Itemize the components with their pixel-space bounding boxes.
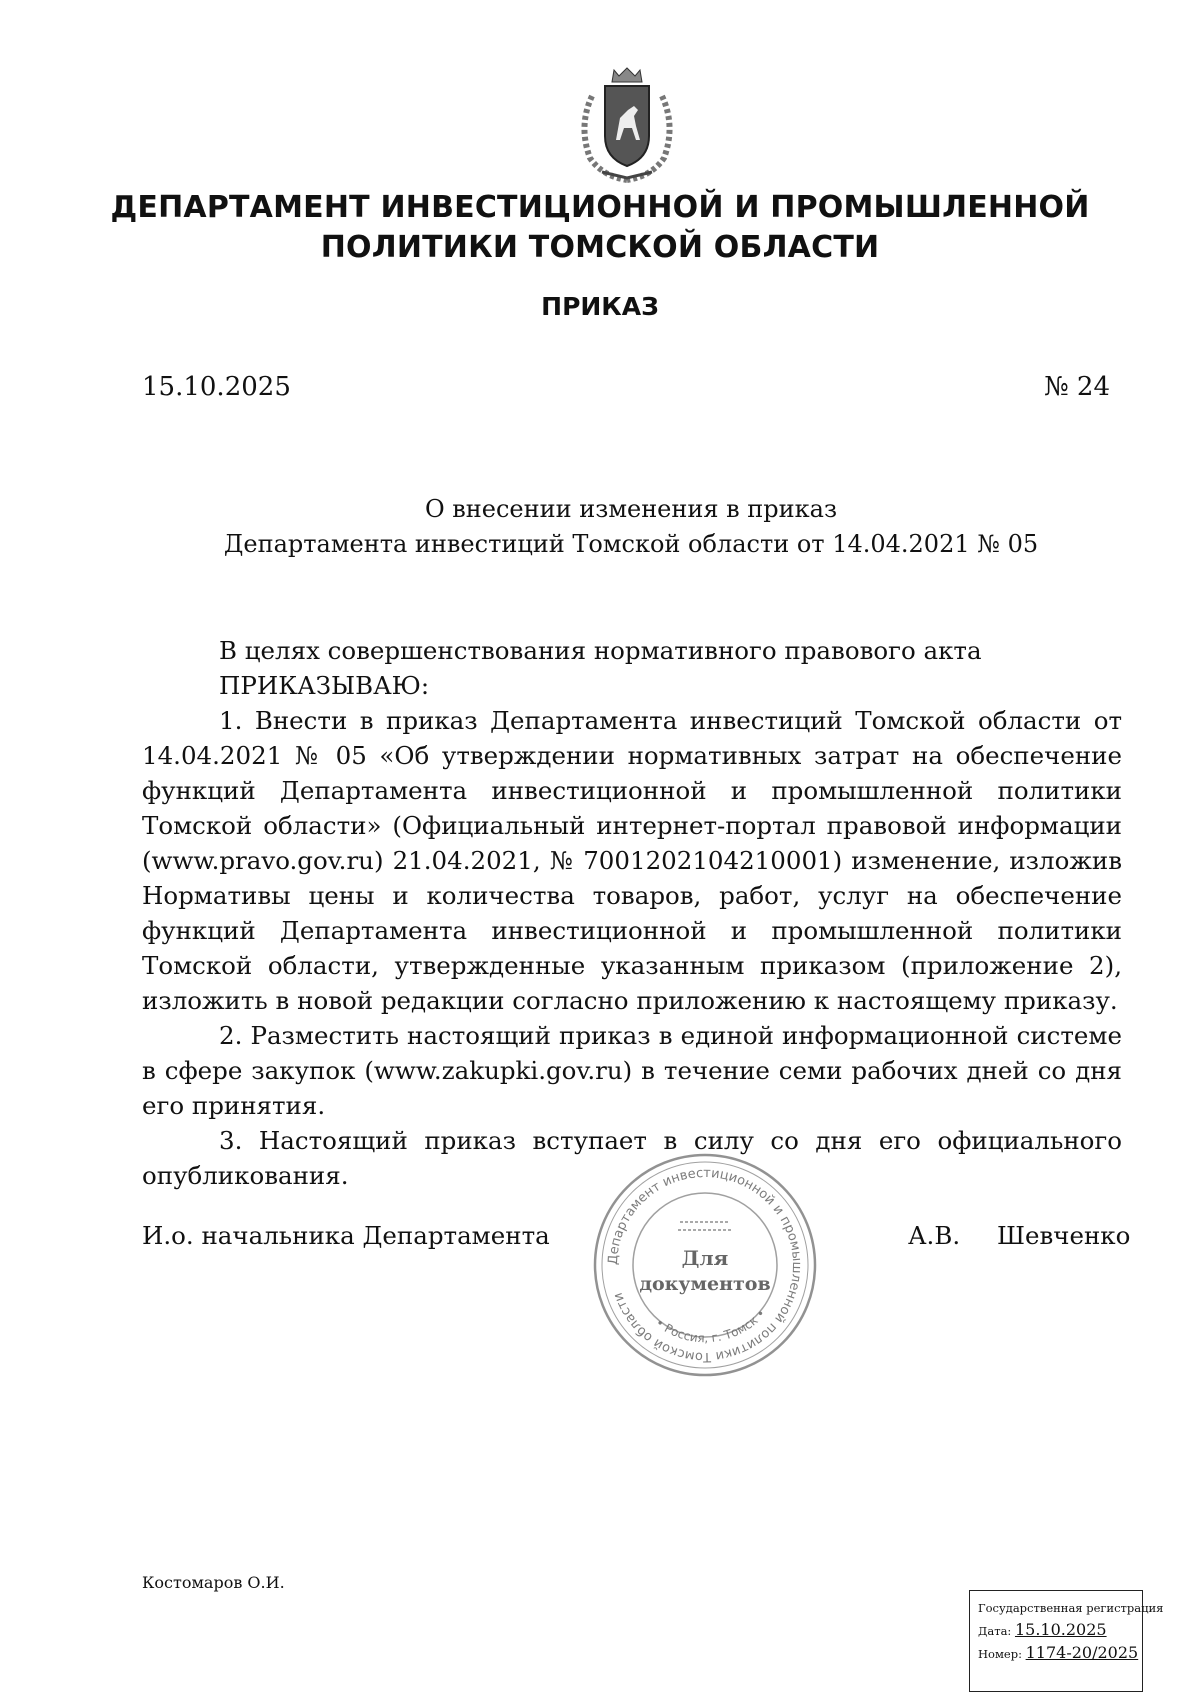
registration-title: Государственная регистрация — [978, 1601, 1164, 1615]
document-subject — [0, 492, 1200, 562]
order-word: ПРИКАЗЫВАЮ: — [219, 671, 430, 700]
department-name-line2: ПОЛИТИКИ ТОМСКОЙ ОБЛАСТИ — [320, 230, 880, 265]
coat-of-arms-icon — [572, 66, 682, 184]
stamp-bottom-text: • Россия, г. Томск • — [652, 1306, 769, 1346]
registration-date-row — [978, 1619, 1134, 1642]
document-body — [142, 633, 1122, 1193]
registration-number-row — [978, 1642, 1139, 1665]
order-item-1: 1. Внести в приказ Департамента инвестиций Томской области от 14.04.2021 № 05 «Об утверждении нормативных затрат на обеспечение функций Департамента инвестиционной и промышленной политики Томской области» (Официальный интернет-портал правовой информации (www.pravo.gov.ru) 21.04.2021, № 7001202104210001) изменение, изложив Нормативы цены и количества товаров, работ, услуг на обеспечение функций Департамента инвестиционной и промышленной политики Томской области, утвержденные указанным приказом (приложение 2), изложить в новой редакции согласно приложению к настоящему приказу. — [142, 706, 1122, 1015]
department-name-line1: ДЕПАРТАМЕНТ ИНВЕСТИЦИОННОЙ И ПРОМЫШЛЕННОЙ — [110, 190, 1090, 225]
registration-date-value: 15.10.2025 — [1014, 1620, 1107, 1639]
registration-box — [969, 1590, 1164, 1692]
signatory-surname: Шевченко — [997, 1221, 1131, 1250]
registration-number-label: Номер: — [978, 1647, 1022, 1661]
signatory-position: И.о. начальника Департамента — [142, 1221, 550, 1250]
subject-line2: Департамента инвестиций Томской области от 14.04.2021 № 05 — [223, 530, 1039, 558]
order-item-3: 3. Настоящий приказ вступает в силу со дня его официального опубликования. — [142, 1126, 1122, 1190]
official-stamp — [590, 1150, 820, 1380]
signatory-initials: А.В. — [908, 1221, 961, 1250]
order-item-2: 2. Разместить настоящий приказ в единой информационной системе в сфере закупок (www.zakupki.gov.ru) в течение семи рабочих дней со дня его принятия. — [142, 1021, 1122, 1120]
stamp-ring-text: Департамент инвестиционной и промышленной политики Томской области — [605, 1165, 805, 1365]
document-number: № 24 — [1044, 372, 1110, 402]
stamp-center-line2: документов — [639, 1273, 771, 1295]
document-date: 15.10.2025 — [142, 372, 291, 402]
stamp-center-line1: Для — [681, 1246, 729, 1270]
document-type: ПРИКАЗ — [541, 292, 659, 321]
registration-date-label: Дата: — [978, 1624, 1012, 1638]
preamble: В целях совершенствования нормативного правового акта — [219, 636, 982, 665]
registration-number-value: 1174-20/2025 — [1025, 1643, 1139, 1662]
subject-line1: О внесении изменения в приказ — [424, 495, 838, 523]
executor-name: Костомаров О.И. — [142, 1573, 285, 1592]
